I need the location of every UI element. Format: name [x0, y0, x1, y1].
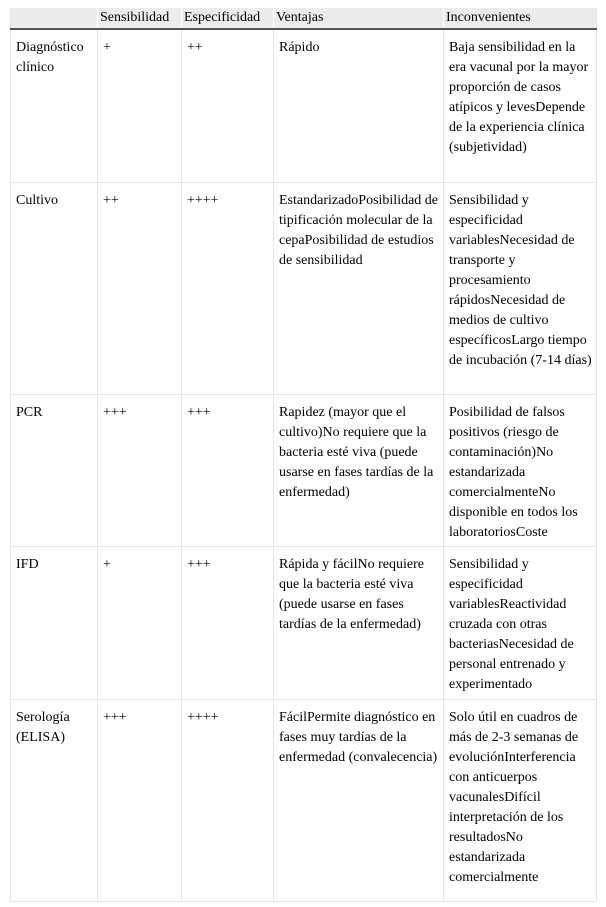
header-inconvenientes: Inconvenientes: [444, 8, 597, 29]
cell-especificidad: ++: [182, 29, 274, 183]
table-header: [11, 8, 597, 29]
cell-especificidad: ++++: [182, 700, 274, 902]
cell-inconvenientes: Sensibilidad y especificidad variablesNecesidad de transporte y procesamiento rápidosNecesidad de medios de cultivo específicosLargo tiempo de incubación (7-14 días): [444, 183, 597, 395]
cell-ventajas: Rapidez (mayor que el cultivo)No requiere que la bacteria esté viva (puede usarse en fases tardías de la enfermedad): [274, 395, 444, 547]
cell-inconvenientes: Posibilidad de falsos positivos (riesgo de contaminación)No estandarizada comercialmenteNo disponible en todos los laboratoriosCoste: [444, 395, 597, 547]
header-ventajas: Ventajas: [274, 8, 444, 29]
table-row: [11, 29, 597, 183]
cell-inconvenientes: Sensibilidad y especificidad variablesReactividad cruzada con otras bacteriasNecesidad de personal entrenado y experimentado: [444, 547, 597, 700]
table-row: [11, 183, 597, 395]
cell-sensibilidad: +: [98, 29, 182, 183]
cell-method: Cultivo: [11, 183, 98, 395]
cell-inconvenientes: Baja sensibilidad en la era vacunal por la mayor proporción de casos atípicos y levesDepende de la experiencia clínica (subjetividad): [444, 29, 597, 183]
header-sensibilidad: Sensibilidad: [98, 8, 182, 29]
table-body: [11, 29, 597, 902]
cell-method: IFD: [11, 547, 98, 700]
table-row: [11, 547, 597, 700]
cell-sensibilidad: ++: [98, 183, 182, 395]
header-especificidad: Especificidad: [182, 8, 274, 29]
diagnostic-methods-table: [10, 8, 597, 902]
cell-especificidad: ++++: [182, 183, 274, 395]
cell-especificidad: +++: [182, 395, 274, 547]
cell-inconvenientes: Solo útil en cuadros de más de 2-3 semanas de evoluciónInterferencia con anticuerpos vacunalesDifícil interpretación de los resultadosNo estandarizada comercialmente: [444, 700, 597, 902]
cell-method: Serología (ELISA): [11, 700, 98, 902]
header-row: [11, 8, 597, 29]
cell-sensibilidad: +++: [98, 395, 182, 547]
cell-ventajas: Rápida y fácilNo requiere que la bacteria esté viva (puede usarse en fases tardías de la enfermedad): [274, 547, 444, 700]
cell-sensibilidad: +++: [98, 700, 182, 902]
cell-sensibilidad: +: [98, 547, 182, 700]
cell-ventajas: EstandarizadoPosibilidad de tipificación molecular de la cepaPosibilidad de estudios de sensibilidad: [274, 183, 444, 395]
cell-ventajas: FácilPermite diagnóstico en fases muy tardías de la enfermedad (convalecencia): [274, 700, 444, 902]
cell-especificidad: +++: [182, 547, 274, 700]
table-row: [11, 395, 597, 547]
header-method: [11, 8, 98, 29]
cell-method: Diagnóstico clínico: [11, 29, 98, 183]
cell-method: PCR: [11, 395, 98, 547]
table-container: [10, 8, 596, 902]
cell-ventajas: Rápido: [274, 29, 444, 183]
table-row: [11, 700, 597, 902]
